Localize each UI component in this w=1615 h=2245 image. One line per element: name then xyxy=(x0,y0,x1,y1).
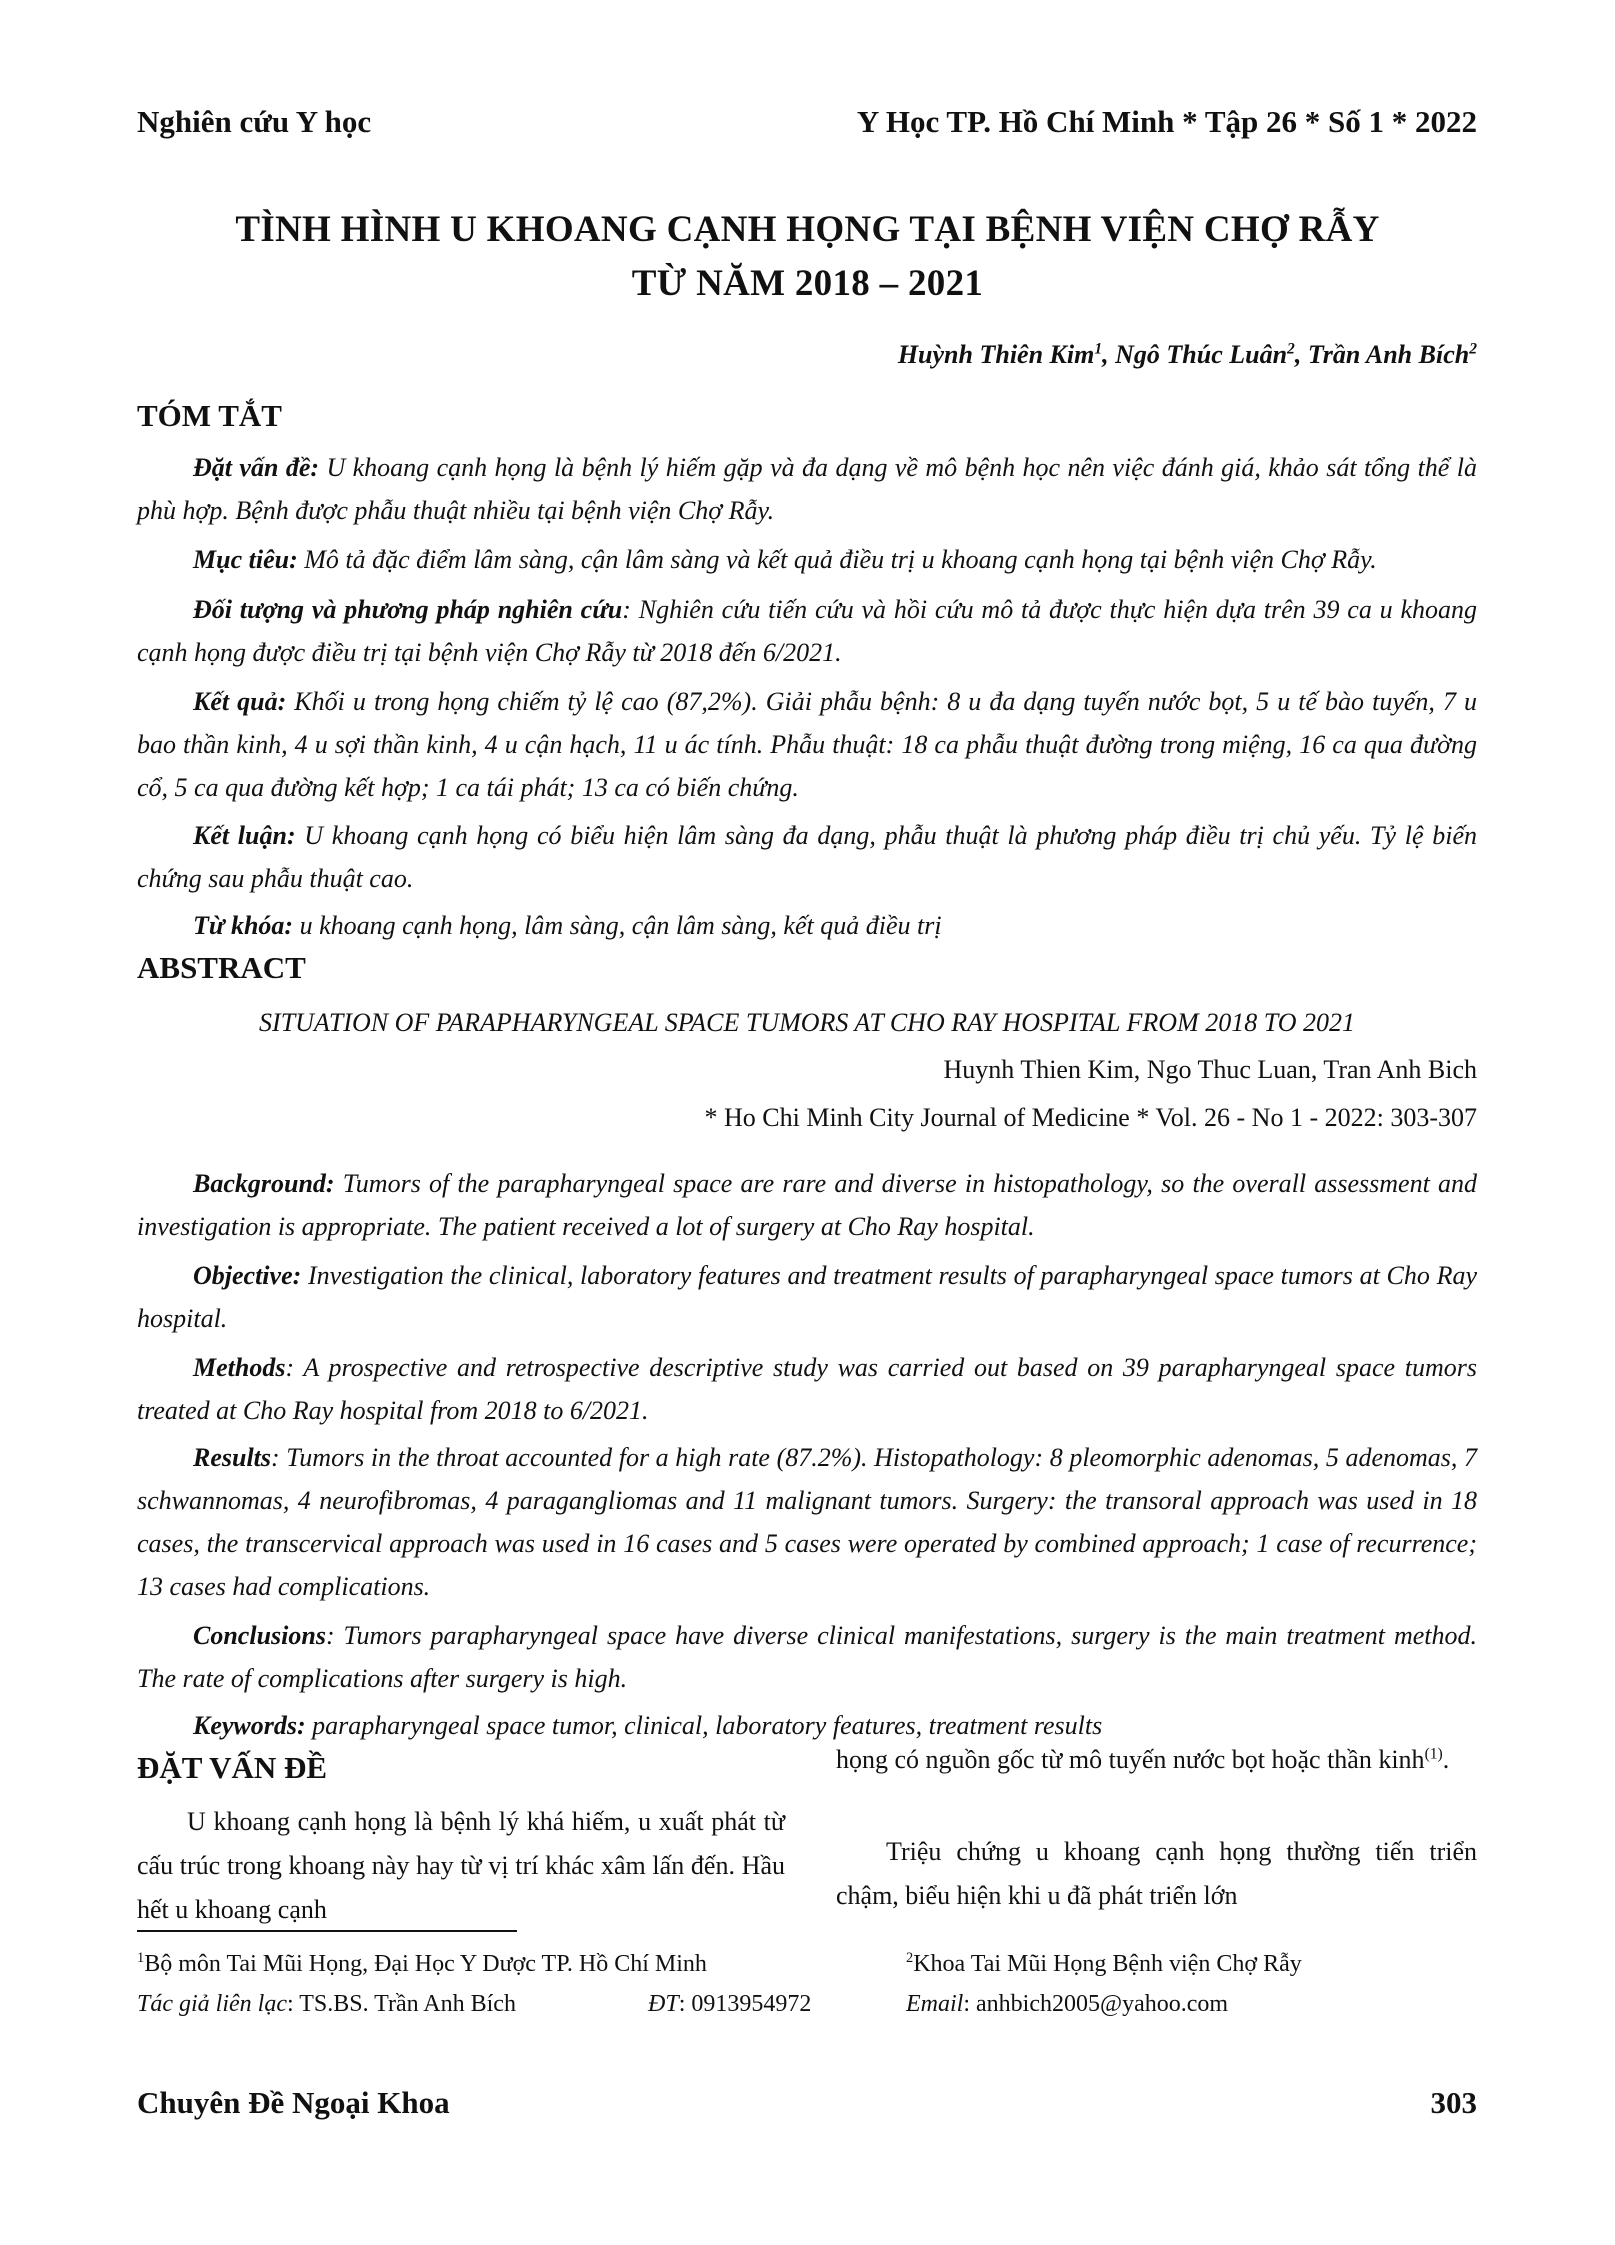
summary-label: Kết quả: xyxy=(193,687,287,716)
article-title-line2: TỪ NĂM 2018 – 2021 xyxy=(631,263,984,304)
abstract-conclusions xyxy=(137,1614,1477,1700)
affiliation-mark: 2 xyxy=(1469,340,1477,358)
running-header-right: Y Học TP. Hồ Chí Minh * Tập 26 * Số 1 * 2022 xyxy=(856,104,1477,139)
abstract-background xyxy=(137,1162,1477,1248)
abstract-text: : A prospective and retrospective descriptive study was carried out based on 39 parapharyngeal space tumors treated at Cho Ray hospital from 2018 to 6/2021. xyxy=(137,1353,1477,1425)
abstract-label: Methods xyxy=(193,1353,286,1382)
corresponding-author xyxy=(137,1984,516,2024)
summary-text: U khoang cạnh họng có biểu hiện lâm sàng đa dạng, phẫu thuật là phương pháp điều trị chủ yếu. Tỷ lệ biến chứng sau phẫu thuật cao. xyxy=(137,821,1477,893)
summary-text: Mô tả đặc điểm lâm sàng, cận lâm sàng và kết quả điều trị u khoang cạnh họng tại bệnh viện Chợ Rẫy. xyxy=(297,545,1377,574)
summary-heading: TÓM TẮT xyxy=(137,398,282,433)
abstract-text: : Tumors in the throat accounted for a high rate (87.2%). Histopathology: 8 pleomorphic adenomas, 5 adenomas, 7 schwannomas, 4 neurofibromas, 4 paragangliomas and 11 malignant tumors. Surgery: the transoral approach was used in 18 cases, the transcervical approach was used in 16 cases and 5 cases were operated by combined approach; 1 case of recurrence; 13 cases had complications. xyxy=(137,1443,1477,1601)
summary-text: Khối u trong họng chiếm tỷ lệ cao (87,2%). Giải phẫu bệnh: 8 u đa dạng tuyến nước bọt, 5 u tế bào tuyến, 7 u bao thần kinh, 4 u sợi thần kinh, 4 u cận hạch, 11 u ác tính. Phẫu thuật: 18 ca phẫu thuật đường trong miệng, 16 ca qua đường cổ, 5 ca qua đường kết hợp; 1 ca tái phát; 13 ca có biến chứng. xyxy=(137,687,1477,802)
intro-right-paragraph2: Triệu chứng u khoang cạnh họng thường tiến triển chậm, biểu hiện khi u đã phát triển lớn xyxy=(836,1837,1477,1910)
summary-methods xyxy=(137,588,1477,674)
intro-right-text: họng có nguồn gốc từ mô tuyến nước bọt hoặc thần kinh xyxy=(836,1745,1425,1774)
affiliation-mark: 2 xyxy=(1287,340,1295,358)
page-number: 303 xyxy=(1430,2085,1477,2120)
author-list xyxy=(898,340,1477,370)
summary-label: Đối tượng và phương pháp nghiên cứu xyxy=(193,595,623,624)
email-value: : anhbich2005@yahoo.com xyxy=(963,1991,1229,2017)
contact-phone xyxy=(648,1984,811,2024)
abstract-text: Investigation the clinical, laboratory features and treatment results of parapharyngeal space tumors at Cho Ray hospital. xyxy=(137,1261,1477,1333)
intro-right-text-end: . xyxy=(1442,1745,1450,1774)
intro-left-paragraph: U khoang cạnh họng là bệnh lý khá hiếm, u xuất phát từ cấu trúc trong khoang này hay từ vị trí khác xâm lấn đến. Hầu hết u khoang cạnh xyxy=(137,1807,785,1924)
affiliation-mark: 1 xyxy=(137,1950,145,1966)
abstract-text: Tumors of the parapharyngeal space are rare and diverse in histopathology, so the overall assessment and investigation is appropriate. The patient received a lot of surgery at Cho Ray hospital. xyxy=(137,1169,1477,1241)
abstract-label: Results xyxy=(193,1443,272,1472)
running-footer-left: Chuyên Đề Ngoại Khoa xyxy=(137,2085,450,2120)
summary-results xyxy=(137,680,1477,809)
affiliation-text: Khoa Tai Mũi Họng Bệnh viện Chợ Rẫy xyxy=(913,1951,1302,1977)
article-title-line1: TÌNH HÌNH U KHOANG CẠNH HỌNG TẠI BỆNH VIỆN CHỢ RẪY xyxy=(235,209,1380,250)
author-name: Ngô Thúc Luân xyxy=(1115,340,1288,369)
abstract-heading: ABSTRACT xyxy=(137,950,306,985)
abstract-methods xyxy=(137,1346,1477,1432)
summary-keywords xyxy=(137,904,1477,947)
phone-label: ĐT xyxy=(648,1991,679,2017)
abstract-label: Objective: xyxy=(193,1261,302,1290)
running-header-left: Nghiên cứu Y học xyxy=(137,104,372,139)
author-name: Trần Anh Bích xyxy=(1307,340,1470,369)
abstract-text: : Tumors parapharyngeal space have diverse clinical manifestations, surgery is the main treatment method. The rate of complications after surgery is high. xyxy=(137,1621,1477,1693)
summary-label: Từ khóa: xyxy=(193,911,294,940)
summary-text: u khoang cạnh họng, lâm sàng, cận lâm sàng, kết quả điều trị xyxy=(293,911,942,940)
intro-right-paragraph1 xyxy=(836,1738,1477,1782)
affiliation-2 xyxy=(906,1944,1302,1984)
author-name: Huỳnh Thiên Kim xyxy=(897,340,1095,369)
abstract-label: Conclusions xyxy=(193,1621,326,1650)
affiliation-1 xyxy=(137,1944,707,1984)
abstract-label: Keywords: xyxy=(193,1711,306,1740)
author-separator: , xyxy=(1102,340,1116,369)
summary-label: Kết luận: xyxy=(193,821,296,850)
contact-label: Tác giả liên lạc xyxy=(137,1991,287,2017)
summary-conclusions xyxy=(137,814,1477,900)
phone-value: : 0913954972 xyxy=(678,1991,812,2017)
abstract-results xyxy=(137,1436,1477,1608)
summary-objective xyxy=(137,538,1477,581)
abstract-citation: * Ho Chi Minh City Journal of Medicine * Vol. 26 - No 1 - 2022: 303-307 xyxy=(704,1103,1477,1132)
abstract-label: Background: xyxy=(193,1169,335,1198)
email-label: Email xyxy=(906,1991,964,2017)
summary-label: Đặt vấn đề: xyxy=(193,453,320,482)
abstract-objective xyxy=(137,1254,1477,1340)
abstract-authors: Huynh Thien Kim, Ngo Thuc Luan, Tran Anh Bich xyxy=(943,1055,1477,1084)
abstract-title: SITUATION OF PARAPHARYNGEAL SPACE TUMORS AT CHO RAY HOSPITAL FROM 2018 TO 2021 xyxy=(259,1008,1355,1037)
summary-text: : Nghiên cứu tiến cứu và hồi cứu mô tả được thực hiện dựa trên 39 ca u khoang cạnh họng được điều trị tại bệnh viện Chợ Rẫy từ 2018 đến 6/2021. xyxy=(137,595,1478,667)
affiliation-mark: 1 xyxy=(1094,340,1103,358)
abstract-text: parapharyngeal space tumor, clinical, laboratory features, treatment results xyxy=(305,1711,1103,1740)
contact-email xyxy=(906,1984,1228,2024)
footnote-rule xyxy=(137,1930,517,1932)
intro-heading: ĐẶT VẤN ĐỀ xyxy=(137,1750,328,1785)
affiliation-text: Bộ môn Tai Mũi Họng, Đại Học Y Dược TP. Hồ Chí Minh xyxy=(144,1951,707,1977)
summary-text: U khoang cạnh họng là bệnh lý hiếm gặp và đa dạng về mô bệnh học nên việc đánh giá, khảo sát tổng thể là phù hợp. Bệnh được phẫu thuật nhiều tại bệnh viện Chợ Rẫy. xyxy=(137,453,1477,525)
author-separator: , xyxy=(1294,340,1308,369)
summary-label: Mục tiêu: xyxy=(193,545,298,574)
citation-ref: (1) xyxy=(1424,1745,1443,1763)
contact-value: : TS.BS. Trần Anh Bích xyxy=(286,1991,516,2017)
summary-background xyxy=(137,446,1477,532)
affiliation-mark: 2 xyxy=(906,1950,914,1966)
